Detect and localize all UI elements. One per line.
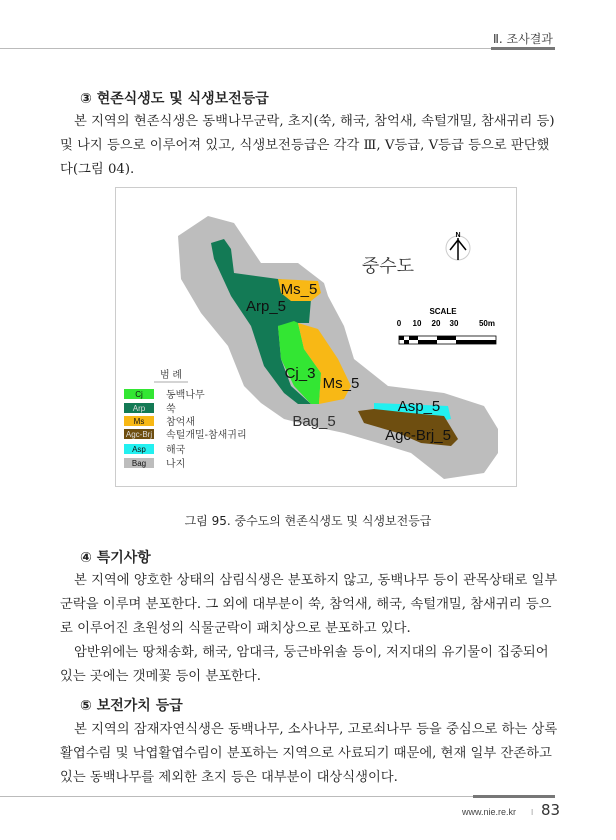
header-rule-accent	[491, 47, 555, 50]
text-line: 있는 동백나무를 제외한 초지 등은 대부분이 대상식생이다.	[60, 770, 398, 785]
text-line: 본 지역의 잠재자연식생은 동백나무, 소사나무, 고로쇠나무 등을 중심으로 하는 상록	[74, 722, 558, 737]
legend	[124, 368, 247, 470]
section-header: Ⅱ. 조사결과	[493, 32, 553, 46]
map-label: Ms_5	[322, 375, 360, 392]
heading-vegetation-map: ③ 현존식생도 및 식생보전등급	[80, 91, 269, 107]
text-line: 로 이루어진 초원성의 식물군락이 패치상으로 분포하고 있다.	[60, 621, 411, 636]
legend-code: Agc-Brj	[125, 430, 153, 439]
text-line: 본 지역의 현존식생은 동백나무군락, 초지(쑥, 해국, 참억새, 속털개밀, 참새귀리 등)	[74, 114, 555, 129]
figure-caption: 그림 95. 중수도의 현존식생도 및 식생보전등급	[184, 514, 432, 528]
legend-name: 해국	[166, 445, 186, 456]
svg-text:10: 10	[412, 319, 422, 328]
legend-name: 참억새	[166, 417, 195, 428]
vegetation-map-figure	[115, 187, 517, 487]
legend-item	[124, 428, 247, 441]
legend-name: 나지	[166, 459, 186, 470]
legend-item	[124, 415, 195, 428]
header-rule	[0, 48, 555, 49]
text-line: 및 나지 등으로 이루어져 있고, 식생보전등급은 각각 Ⅲ, Ⅴ등급, Ⅴ등급 등으로 판단했	[60, 138, 550, 153]
text-line: 본 지역에 양호한 상태의 삼림식생은 분포하지 않고, 동백나무 등이 관목상태로 일부	[74, 573, 558, 588]
legend-code: Ms	[133, 417, 145, 426]
north-arrow-icon	[446, 232, 470, 260]
map-label: Ms_5	[280, 281, 318, 298]
paragraph-conservation-value	[60, 718, 560, 790]
paragraph-special-notes	[60, 569, 560, 689]
text-line: 다(그림 04).	[60, 162, 135, 177]
map-label: Cj_3	[284, 365, 316, 382]
map-label: Bag_5	[292, 413, 336, 430]
svg-text:50m: 50m	[478, 319, 496, 328]
text-line: 암반위에는 땅채송화, 해국, 암대극, 둥근바위솔 등이, 저지대의 유기물이 집중되어	[74, 645, 549, 660]
legend-name: 속털개밀-참새귀리	[166, 430, 247, 441]
footer-rule-accent	[473, 795, 555, 798]
legend-name: 동백나무	[166, 390, 205, 401]
legend-code: Cj	[135, 390, 143, 399]
footer-rule	[0, 796, 555, 797]
legend-code: Asp	[132, 445, 146, 454]
svg-text:30: 30	[449, 319, 459, 328]
text-line: 있는 곳에는 갯메꽃 등이 분포한다.	[60, 669, 261, 684]
map-label: Agc-Brj_5	[385, 427, 451, 444]
legend-name: 쑥	[166, 404, 176, 415]
island-name: 중수도	[361, 256, 415, 276]
legend-code: Bag	[131, 459, 147, 468]
svg-text:N: N	[455, 232, 461, 239]
footer-separator: I	[531, 808, 534, 817]
legend-item	[124, 388, 205, 401]
page-number: 83	[541, 801, 561, 819]
legend-item	[124, 457, 185, 470]
scale-bar	[397, 307, 496, 344]
svg-text:0: 0	[396, 319, 402, 328]
legend-item	[124, 443, 186, 456]
svg-text:범 례: 범 례	[159, 370, 183, 381]
legend-code: Arp	[132, 404, 146, 413]
text-line: 활엽수림 및 낙엽활엽수림이 분포하는 지역으로 사료되기 때문에, 현재 일부 잔존하고	[60, 746, 552, 761]
heading-special-notes: ④ 특기사항	[80, 550, 151, 566]
footer-url: www.nie.re.kr	[462, 807, 517, 817]
map-label: Asp_5	[397, 398, 441, 415]
map-label: Arp_5	[245, 298, 287, 315]
legend-item	[124, 402, 176, 415]
text-line: 군락을 이루며 분포한다. 그 외에 대부분이 쑥, 참억새, 해국, 속털개밀, 참새귀리 등으	[60, 597, 552, 612]
svg-text:SCALE: SCALE	[429, 307, 457, 316]
heading-conservation-value: ⑤ 보전가치 등급	[80, 698, 183, 714]
paragraph-vegetation	[60, 110, 560, 182]
svg-text:20: 20	[431, 319, 441, 328]
